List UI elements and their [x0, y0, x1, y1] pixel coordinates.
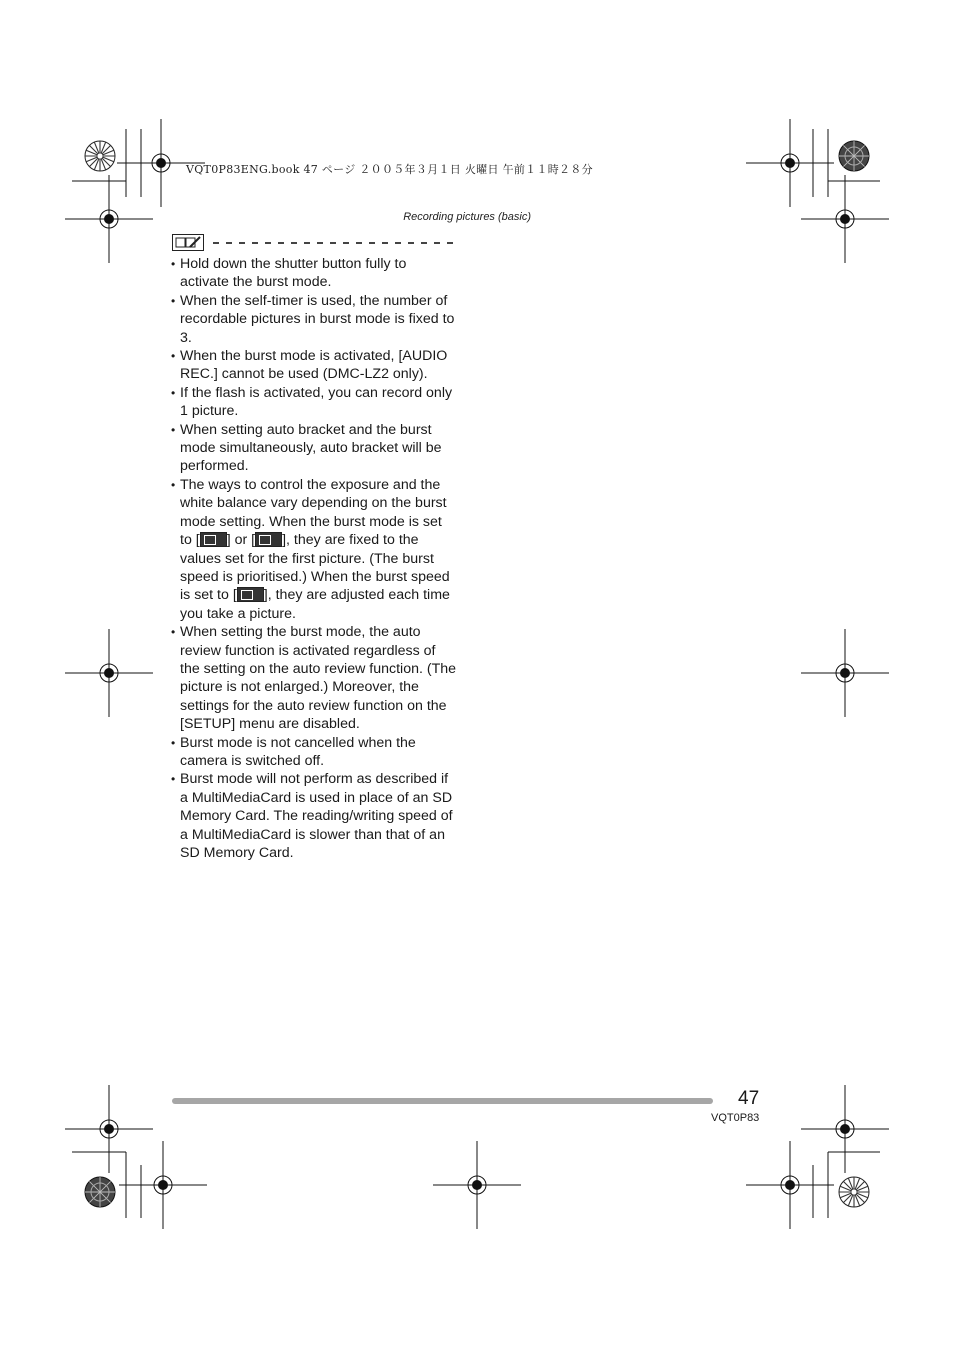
document-code: VQT0P83: [711, 1112, 760, 1124]
note-divider: [213, 242, 455, 244]
list-item: • When setting the burst mode, the auto review function is activated regardless of the setting on the auto review function. (The picture is not enlarged.) Moreover, the settings for the auto review function on the [SETUP] menu are disabled.: [171, 623, 457, 733]
list-item: • When the burst mode is activated, [AUDIO REC.] cannot be used (DMC-LZ2 only).: [171, 347, 457, 384]
list-item: • The ways to control the exposure and the white balance vary depending on the burst mode setting. When the burst mode is set to [ ] or [ ], they are fixed to the values set for the first picture. (The burst speed is prioritised.) When the burst speed is set to [ ], they are adjusted each time you take a picture.: [171, 476, 457, 623]
list-item: • If the flash is activated, you can record only 1 picture.: [171, 384, 457, 421]
burst-unlimited-icon: [237, 587, 264, 602]
list-item: • When setting auto bracket and the burst mode simultaneously, auto bracket will be performed.: [171, 421, 457, 476]
print-info-line: VQT0P83ENG.book 47 ページ ２００５年３月１日 火曜日 午前１１時２８分: [186, 163, 593, 176]
notes-list: [171, 255, 457, 862]
note-pencil-icon: [172, 234, 204, 251]
list-item: • Burst mode is not cancelled when the camera is switched off.: [171, 734, 457, 771]
list-item: • Hold down the shutter button fully to activate the burst mode.: [171, 255, 457, 292]
burst-high-speed-icon: [200, 532, 227, 547]
section-title: Recording pictures (basic): [403, 211, 531, 223]
page-number: 47: [738, 1088, 760, 1109]
burst-low-speed-icon: [255, 532, 282, 547]
list-item: • When the self-timer is used, the number of recordable pictures in burst mode is fixed to 3.: [171, 292, 457, 347]
list-item: • Burst mode will not perform as described if a MultiMediaCard is used in place of an SD Memory Card. The reading/writing speed of a MultiMediaCard is slower than that of an SD Memory Card.: [171, 770, 457, 862]
footer-bar: [172, 1098, 713, 1104]
